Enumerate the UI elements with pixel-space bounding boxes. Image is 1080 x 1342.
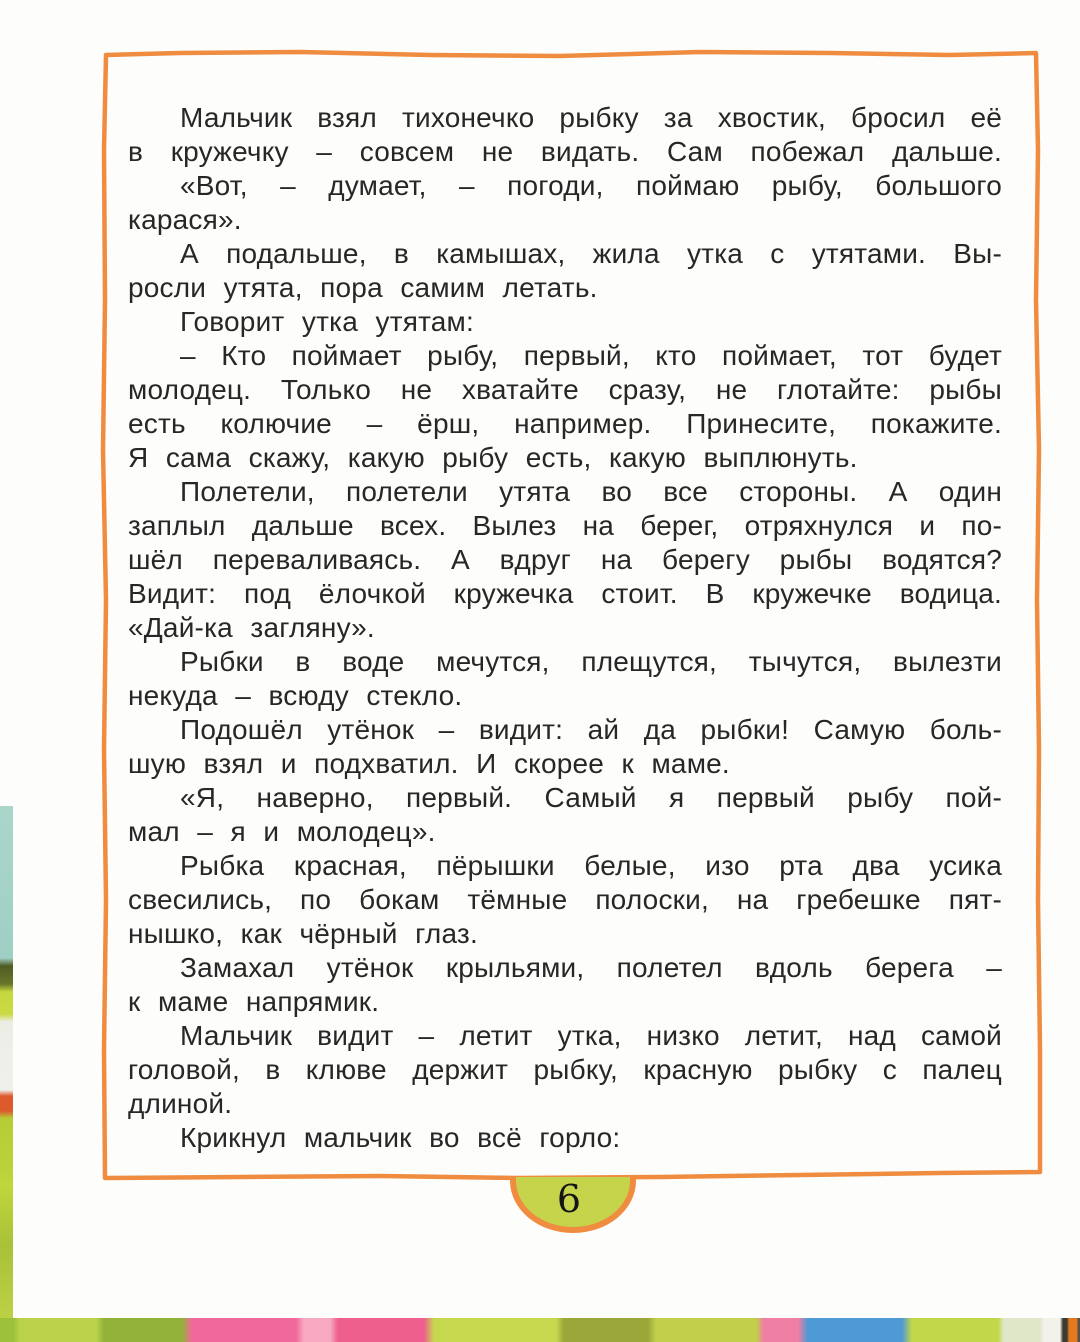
story-line: длиной. bbox=[128, 1088, 233, 1119]
story-line: шёл переваливаясь. А вдруг на берегу рыбы водятся? bbox=[128, 544, 1002, 575]
story-line: Видит: под ёлочкой кружечка стоит. В кружечке водица. bbox=[128, 578, 1002, 609]
story-line: в кружечку – совсем не видать. Сам побежал дальше. bbox=[128, 136, 1002, 167]
story-line: шую взял и подхватил. И скорее к маме. bbox=[128, 748, 730, 779]
story-line: Замахал утёнок крыльями, полетел вдоль берега – bbox=[180, 952, 1002, 983]
story-line: Я сама скажу, какую рыбу есть, какую выплюнуть. bbox=[128, 442, 858, 473]
story-line: Мальчик видит – летит утка, низко летит, над самой bbox=[180, 1020, 1002, 1051]
story-line: к маме напрямик. bbox=[128, 986, 380, 1017]
story-line: – Кто поймает рыбу, первый, кто поймает, тот будет bbox=[180, 340, 1002, 371]
story-line: «Дай-ка загляну». bbox=[128, 612, 375, 643]
story-text bbox=[128, 101, 1002, 1155]
story-line: Рыбки в воде мечутся, плещутся, тычутся, вылезти bbox=[180, 646, 1002, 677]
story-line: Говорит утка утятам: bbox=[180, 306, 474, 337]
page-number: 6 bbox=[556, 1177, 582, 1221]
story-line: Рыбка красная, пёрышки белые, изо рта два усика bbox=[180, 850, 1002, 881]
story-line: нышко, как чёрный глаз. bbox=[128, 918, 478, 949]
story-line: молодец. Только не хватайте сразу, не глотайте: рыбы bbox=[128, 374, 1002, 405]
story-line: «Я, наверно, первый. Самый я первый рыбу пой- bbox=[180, 782, 1002, 813]
story-line: росли утята, пора самим летать. bbox=[128, 272, 598, 303]
story-line: мал – я и молодец». bbox=[128, 816, 436, 847]
story-line: некуда – всюду стекло. bbox=[128, 680, 463, 711]
story-line: Крикнул мальчик во всё горло: bbox=[180, 1122, 621, 1153]
story-line: «Вот, – думает, – погоди, поймаю рыбу, большого bbox=[180, 170, 1002, 201]
story-line: свесились, по бокам тёмные полоски, на гребешке пят- bbox=[128, 884, 1002, 915]
story-line: головой, в клюве держит рыбку, красную рыбку с палец bbox=[128, 1054, 1002, 1085]
story-line: Полетели, полетели утята во все стороны. А один bbox=[180, 476, 1002, 507]
story-line: есть колючие – ёрш, например. Принесите, покажите. bbox=[128, 408, 1002, 439]
story-line: А подальше, в камышах, жила утка с утятами. Вы- bbox=[180, 238, 1002, 269]
story-line: карася». bbox=[128, 204, 242, 235]
story-line: Подошёл утёнок – видит: ай да рыбки! Самую боль- bbox=[180, 714, 1002, 745]
story-line: заплыл дальше всех. Вылез на берег, отряхнулся и по- bbox=[128, 510, 1002, 541]
story-line: Мальчик взял тихонечко рыбку за хвостик, бросил её bbox=[180, 102, 1002, 133]
